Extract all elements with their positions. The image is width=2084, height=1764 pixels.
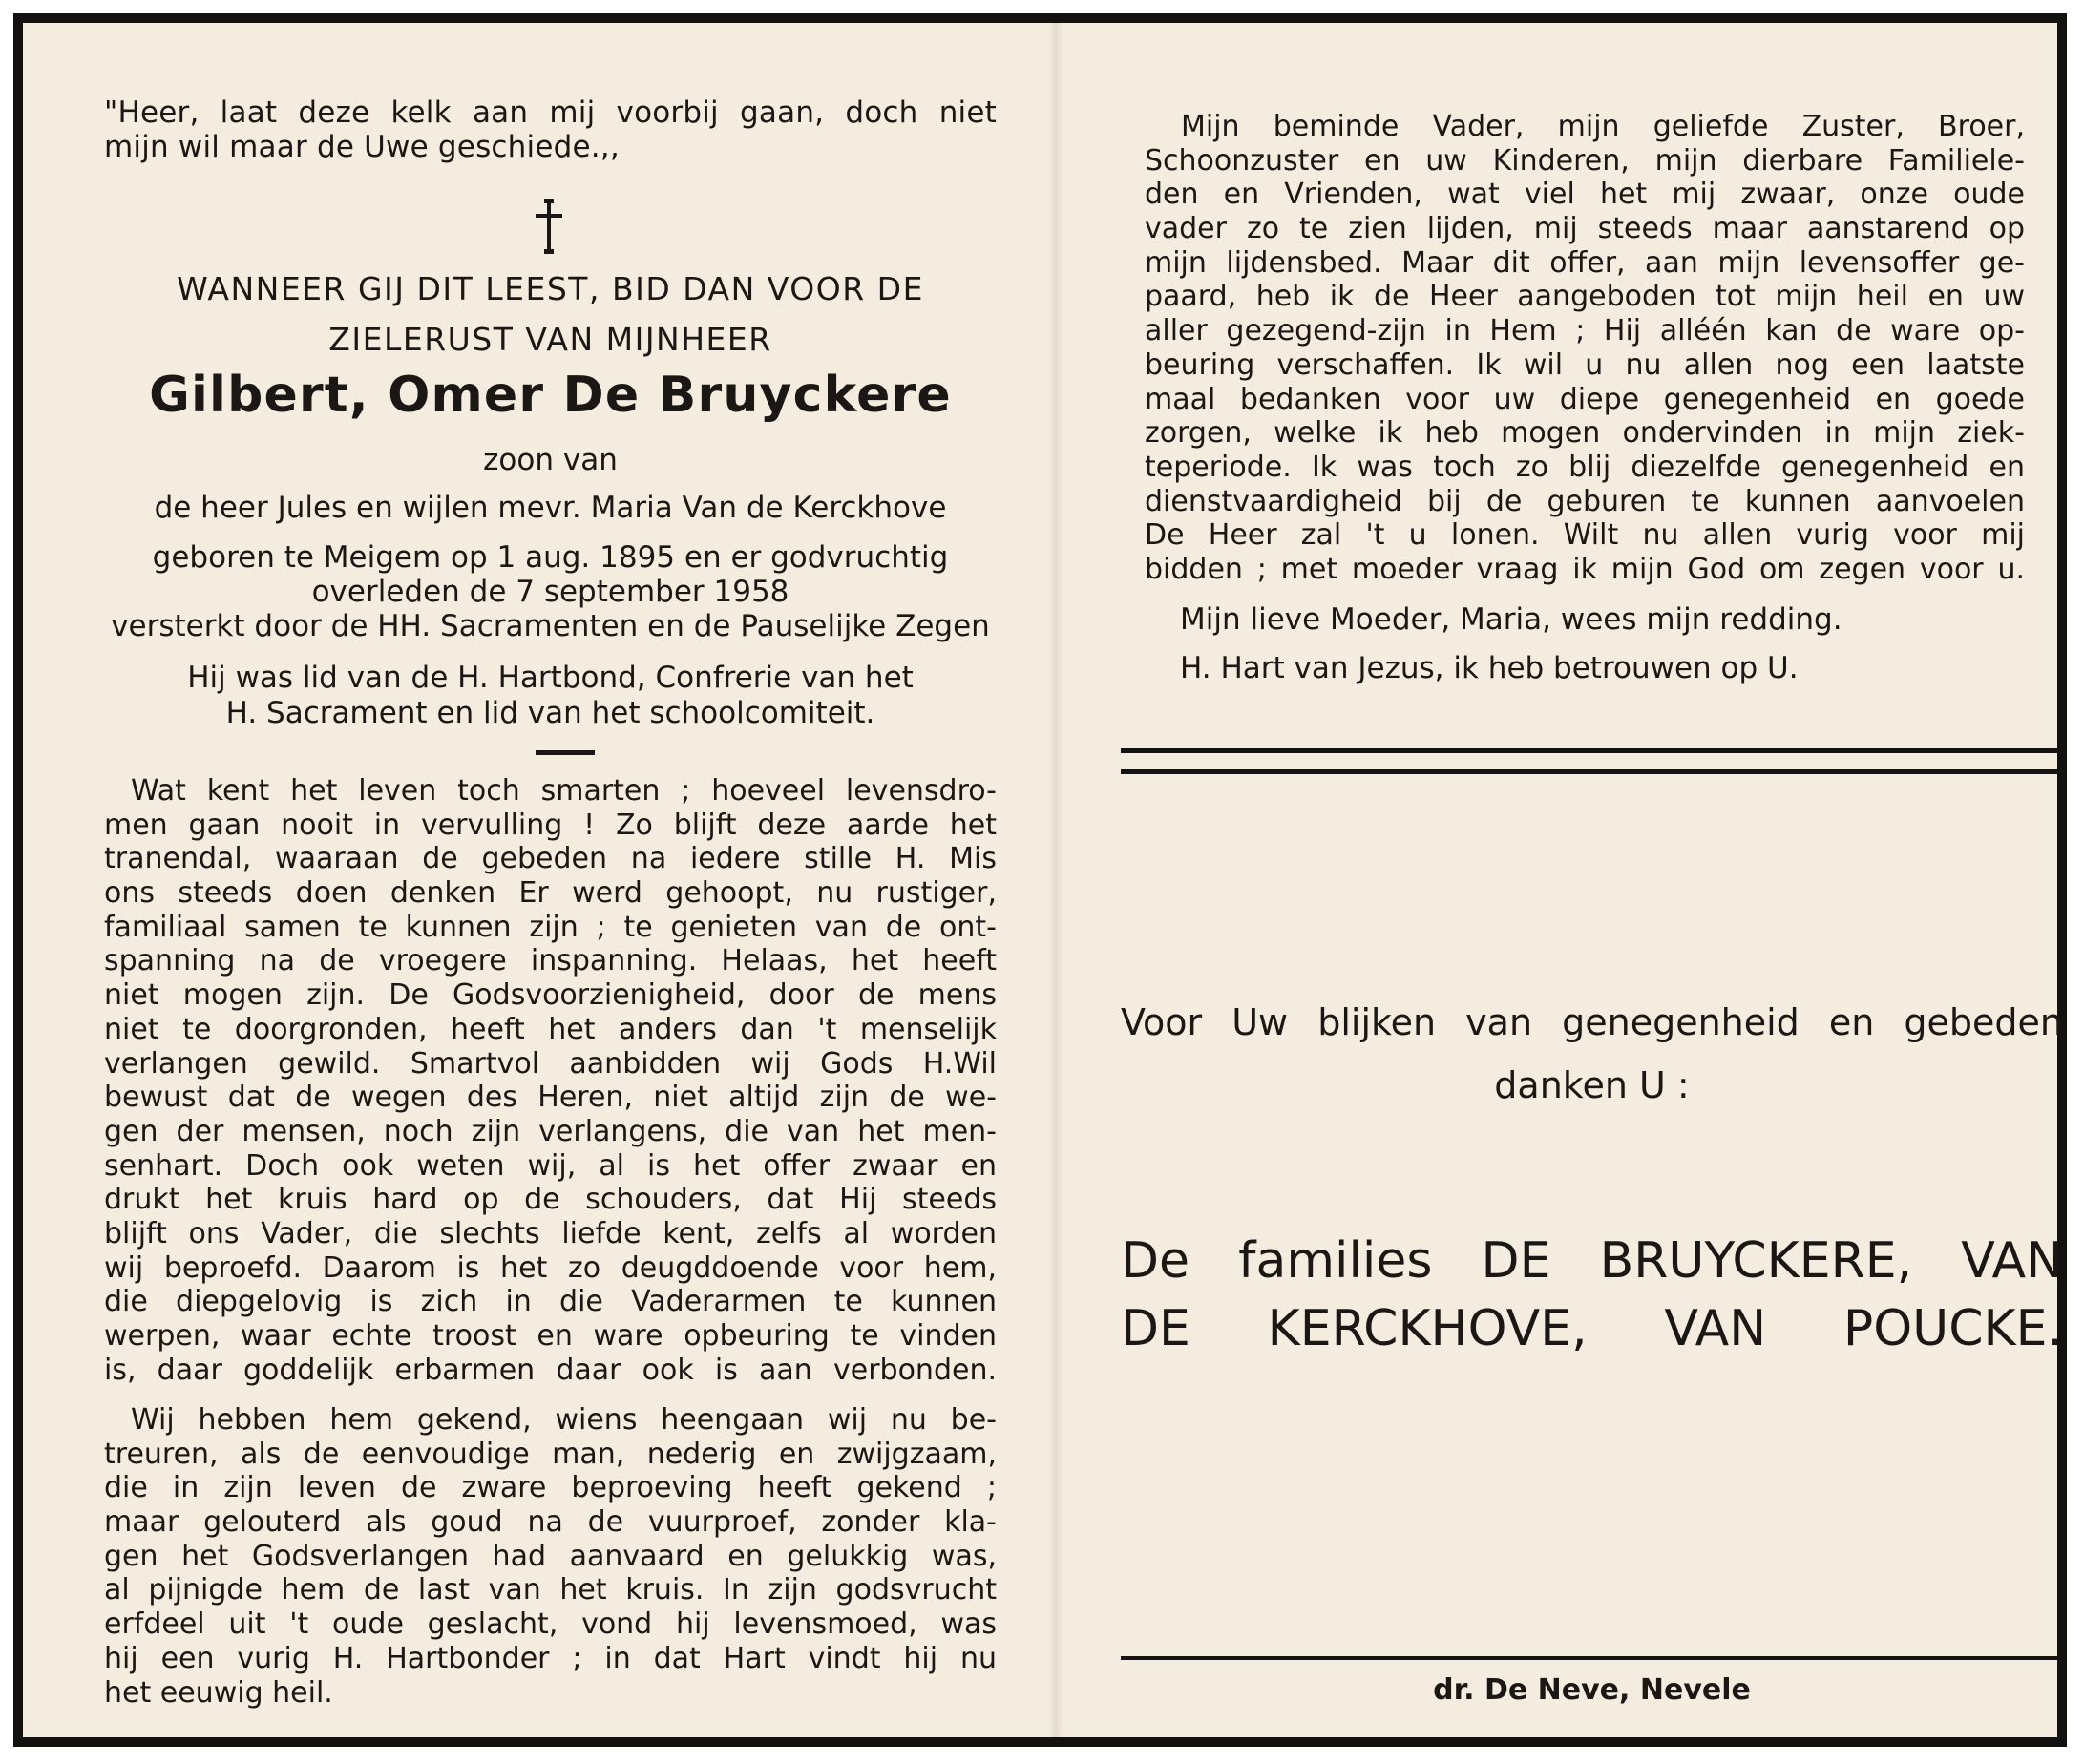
text-line: die diepgelovig is zich in die Vaderarmen te kunnen [104, 1285, 997, 1319]
prayer-request [104, 263, 997, 365]
text-line: verlangen gewild. Smartvol aanbidden wij Gods H.Wil [104, 1046, 997, 1081]
text-line: gen der mensen, noch zijn verlangens, die van het men- [104, 1114, 997, 1148]
birth-death-info [104, 540, 997, 643]
eulogy-paragraph-1 [104, 774, 997, 1387]
double-rule-top [1121, 748, 2063, 753]
text-line: spanning na de vroegere inspanning. Helaas, het heeft [104, 944, 997, 978]
families-line: De families DE BRUYCKERE, VAN [1121, 1232, 2063, 1290]
text-line: Schoonzuster en uw Kinderen, mijn dierbare Familiele- [1145, 143, 2025, 178]
text-line: familiaal samen te kunnen zijn ; te genieten van de ont- [104, 910, 997, 944]
text-line: De Heer zal 't u lonen. Wilt nu allen vurig voor mij [1145, 518, 2025, 553]
text-line: teperiode. Ik was toch zo blij diezelfde genegenheid en [1145, 450, 2025, 484]
text-line: wij beproefd. Daarom is het zo deugddoende voor hem, [104, 1250, 997, 1285]
right-page [1092, 23, 2063, 1737]
text-line: paard, heb ik de Heer aangeboden tot mijn heil en uw [1145, 280, 2025, 314]
left-page [104, 23, 997, 1737]
birth-death-line: versterkt door de HH. Sacramenten en de Pauselijke Zegen [111, 609, 990, 643]
text-line: men gaan nooit in vervulling ! Zo blijft deze aarde het [104, 808, 997, 842]
text-line: dienstvaardigheid bij de geburen te kunnen aanvoelen [1145, 484, 2025, 518]
section-divider [536, 750, 595, 755]
text-line: bewust dat de wegen des Heren, niet altijd zijn de we- [104, 1081, 997, 1115]
text-line: den en Vrienden, wat viel het mij zwaar, onze oude [1145, 178, 2025, 212]
text-line: zorgen, welke ik heb mogen ondervinden in mijn ziek- [1145, 416, 2025, 451]
footer-rule [1121, 1656, 2063, 1660]
text-line: niet te doorgronden, heeft het anders dan 't menselijk [104, 1012, 997, 1046]
families-line: DE KERCKHOVE, VAN POUCKE. [1121, 1300, 2063, 1357]
quote-line: mijn wil maar de Uwe geschiede.,, [104, 130, 620, 164]
text-line: vader zo te zien lijden, mij steeds maar aanstarend op [1145, 212, 2025, 246]
eulogy-paragraph-2 [104, 1403, 997, 1710]
memorial-card [13, 13, 2067, 1747]
prayer-request-line: WANNEER GIJ DIT LEEST, BID DAN VOOR DE [177, 270, 924, 307]
birth-death-line: geboren te Meigem op 1 aug. 1895 en er godvruchtig [152, 540, 949, 575]
text-line: werpen, waar echte troost en ware opbeuring te vinden [104, 1319, 997, 1353]
text-line: tranendal, waaraan de gebeden na iedere stille H. Mis [104, 842, 997, 876]
prayer-line-mary: Mijn lieve Moeder, Maria, wees mijn redding. [1180, 602, 1842, 637]
prayer-request-line: ZIELERUST VAN MIJNHEER [328, 321, 772, 358]
text-line: Wij hebben hem gekend, wiens heengaan wij nu be- [131, 1403, 997, 1437]
text-line: maal bedanken voor uw diepe genegenheid en goede [1145, 382, 2025, 416]
text-line: mijn lijdensbed. Maar dit offer, aan mijn levensoffer ge- [1145, 245, 2025, 280]
text-line: Mijn beminde Vader, mijn geliefde Zuster, Broer, [1181, 110, 2025, 143]
text-line: senhart. Doch ook weten wij, al is het offer zwaar en [104, 1148, 997, 1183]
text-line: hij een vurig H. Hartbonder ; in dat Hart vindt hij nu [104, 1641, 997, 1675]
text-line: al pijnigde hem de last van het kruis. In zijn godsvrucht [104, 1573, 997, 1607]
membership-info [104, 661, 997, 731]
bible-quote [104, 95, 997, 164]
text-line: is, daar goddelijk erbarmen daar ook is aan verbonden. [104, 1353, 997, 1387]
text-line: gen het Godsverlangen had aanvaard en gelukkig was, [104, 1539, 997, 1573]
parents-line: de heer Jules en wijlen mevr. Maria Van de Kerckhove [154, 491, 947, 525]
double-rule-bottom [1121, 769, 2063, 774]
text-line: beuring verschaffen. Ik wil u nu allen nog een laatste [1145, 347, 2025, 382]
text-line: het eeuwig heil. [104, 1675, 333, 1710]
farewell-message [1145, 110, 2025, 587]
membership-line: Hij was lid van de H. Hartbond, Confrerie van het [187, 661, 914, 695]
text-line: Wat kent het leven toch smarten ; hoeveel levensdro- [131, 774, 997, 808]
birth-death-line: overleden de 7 september 1958 [311, 575, 789, 609]
text-line: maar gelouterd als goud na de vuurproef, zonder kla- [104, 1505, 997, 1540]
thanks-line: danken U : [1494, 1064, 1690, 1106]
text-line: ons steeds doen denken Er werd gehoopt, nu rustiger, [104, 876, 997, 911]
son-of-label: zoon van [483, 443, 618, 477]
prayer-line-sacred-heart: H. Hart van Jezus, ik heb betrouwen op U. [1180, 651, 1799, 685]
text-line: die in zijn leven de zware beproeving heeft gekend ; [104, 1471, 997, 1505]
cross-icon [104, 199, 997, 256]
quote-line: "Heer, laat deze kelk aan mij voorbij gaan, doch niet [104, 95, 997, 130]
text-line: bidden ; met moeder vraag ik mijn God om zegen voor u. [1145, 552, 2025, 586]
text-line: erfdeel uit 't oude geslacht, vond hij levensmoed, was [104, 1607, 997, 1642]
thanks-line: Voor Uw blijken van genegenheid en gebeden [1121, 1001, 2063, 1043]
membership-line: H. Sacrament en lid van het schoolcomiteit. [225, 696, 875, 730]
text-line: blijft ons Vader, die slechts liefde kent, zelfs al worden [104, 1216, 997, 1250]
text-line: aller gezegend-zijn in Hem ; Hij alléén kan de ware op- [1145, 314, 2025, 348]
text-line: drukt het kruis hard op de schouders, dat Hij steeds [104, 1183, 997, 1217]
card-fold [1049, 23, 1063, 1737]
text-line: treuren, als de eenvoudige man, nederig en zwijgzaam, [104, 1437, 997, 1471]
deceased-name: Gilbert, Omer De Bruyckere [149, 367, 952, 424]
printer-credit: dr. De Neve, Nevele [1433, 1673, 1751, 1707]
text-line: niet mogen zijn. De Godsvoorzienigheid, door de mens [104, 978, 997, 1013]
